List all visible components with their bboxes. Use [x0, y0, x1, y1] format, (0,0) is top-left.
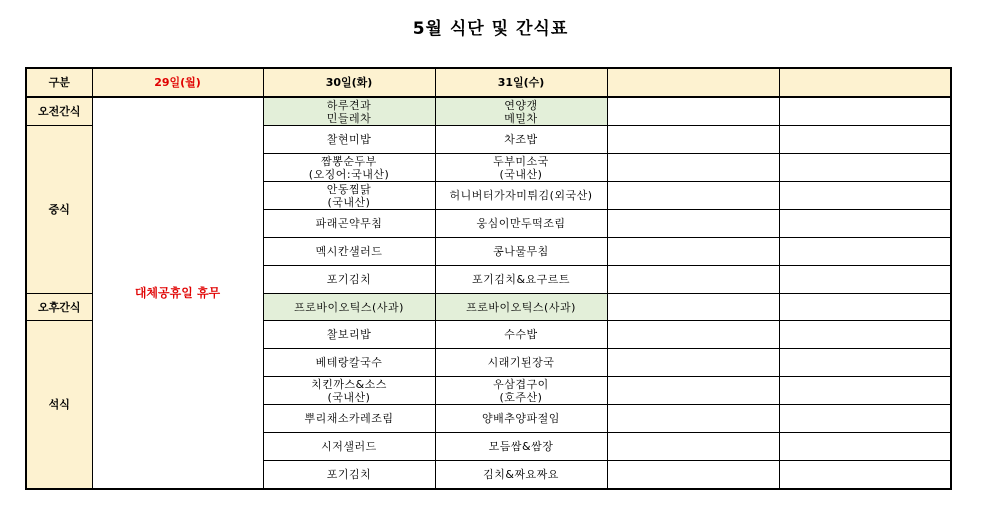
empty-cell: [607, 126, 779, 154]
header-day-empty-1: [607, 68, 779, 97]
menu-cell: 베테랑칼국수: [263, 349, 435, 377]
category-am-snack: 오전간식: [26, 97, 92, 126]
empty-cell: [779, 405, 951, 433]
menu-cell: 프로바이오틱스(사과): [435, 294, 607, 321]
menu-cell: 안동찜닭 (국내산): [263, 182, 435, 210]
menu-cell: 시저샐러드: [263, 433, 435, 461]
empty-cell: [607, 266, 779, 294]
menu-cell: 멕시칸샐러드: [263, 238, 435, 266]
header-row: [26, 68, 951, 97]
header-day-wed: 31일(수): [435, 68, 607, 97]
empty-cell: [607, 461, 779, 490]
menu-cell: 웅심이만두떡조림: [435, 210, 607, 238]
menu-cell: 찰현미밥: [263, 126, 435, 154]
empty-cell: [607, 405, 779, 433]
menu-cell: 모듬쌈&쌈장: [435, 433, 607, 461]
menu-cell: 양배추양파절임: [435, 405, 607, 433]
empty-cell: [607, 238, 779, 266]
empty-cell: [779, 210, 951, 238]
empty-cell: [779, 349, 951, 377]
empty-cell: [779, 294, 951, 321]
page-title: 5월 식단 및 간식표: [412, 19, 569, 39]
empty-cell: [779, 266, 951, 294]
empty-cell: [607, 377, 779, 405]
menu-cell: 하루견과 민들레차: [263, 97, 435, 126]
category-pm-snack: 오후간식: [26, 294, 92, 321]
menu-cell: 수수밥: [435, 321, 607, 349]
empty-cell: [779, 377, 951, 405]
empty-cell: [607, 321, 779, 349]
empty-cell: [779, 321, 951, 349]
menu-cell: 짬뽕순두부 (오징어:국내산): [263, 154, 435, 182]
menu-cell: 찰보리밥: [263, 321, 435, 349]
menu-cell: 허니버터가자미튀김(외국산): [435, 182, 607, 210]
empty-cell: [779, 126, 951, 154]
menu-cell: 차조밥: [435, 126, 607, 154]
empty-cell: [779, 154, 951, 182]
menu-cell: 포기김치&요구르트: [435, 266, 607, 294]
menu-cell: 시래기된장국: [435, 349, 607, 377]
menu-cell: 콩나물무침: [435, 238, 607, 266]
empty-cell: [779, 97, 951, 126]
empty-cell: [779, 433, 951, 461]
category-dinner: 석식: [26, 321, 92, 490]
header-day-mon: 29일(월): [92, 68, 263, 97]
header-category: 구분: [26, 68, 92, 97]
empty-cell: [607, 294, 779, 321]
holiday-cell: 대체공휴일 휴무: [92, 97, 263, 489]
empty-cell: [607, 182, 779, 210]
empty-cell: [607, 154, 779, 182]
menu-cell: 파래곤약무침: [263, 210, 435, 238]
menu-cell: 우삼겹구이 (호주산): [435, 377, 607, 405]
menu-cell: 프로바이오틱스(사과): [263, 294, 435, 321]
menu-cell: 김치&짜요짜요: [435, 461, 607, 490]
empty-cell: [607, 433, 779, 461]
menu-cell: 연양갱 메밀차: [435, 97, 607, 126]
menu-cell: 포기김치: [263, 461, 435, 490]
empty-cell: [779, 238, 951, 266]
category-lunch: 중식: [26, 126, 92, 294]
empty-cell: [779, 182, 951, 210]
menu-table: [25, 67, 952, 490]
menu-cell: 두부미소국 (국내산): [435, 154, 607, 182]
empty-cell: [779, 461, 951, 490]
menu-cell: 포기김치: [263, 266, 435, 294]
empty-cell: [607, 349, 779, 377]
header-day-empty-2: [779, 68, 951, 97]
header-day-tue: 30일(화): [263, 68, 435, 97]
empty-cell: [607, 97, 779, 126]
empty-cell: [607, 210, 779, 238]
menu-cell: 치킨까스&소스 (국내산): [263, 377, 435, 405]
menu-cell: 뿌리채소카레조림: [263, 405, 435, 433]
table-row: [26, 97, 951, 126]
